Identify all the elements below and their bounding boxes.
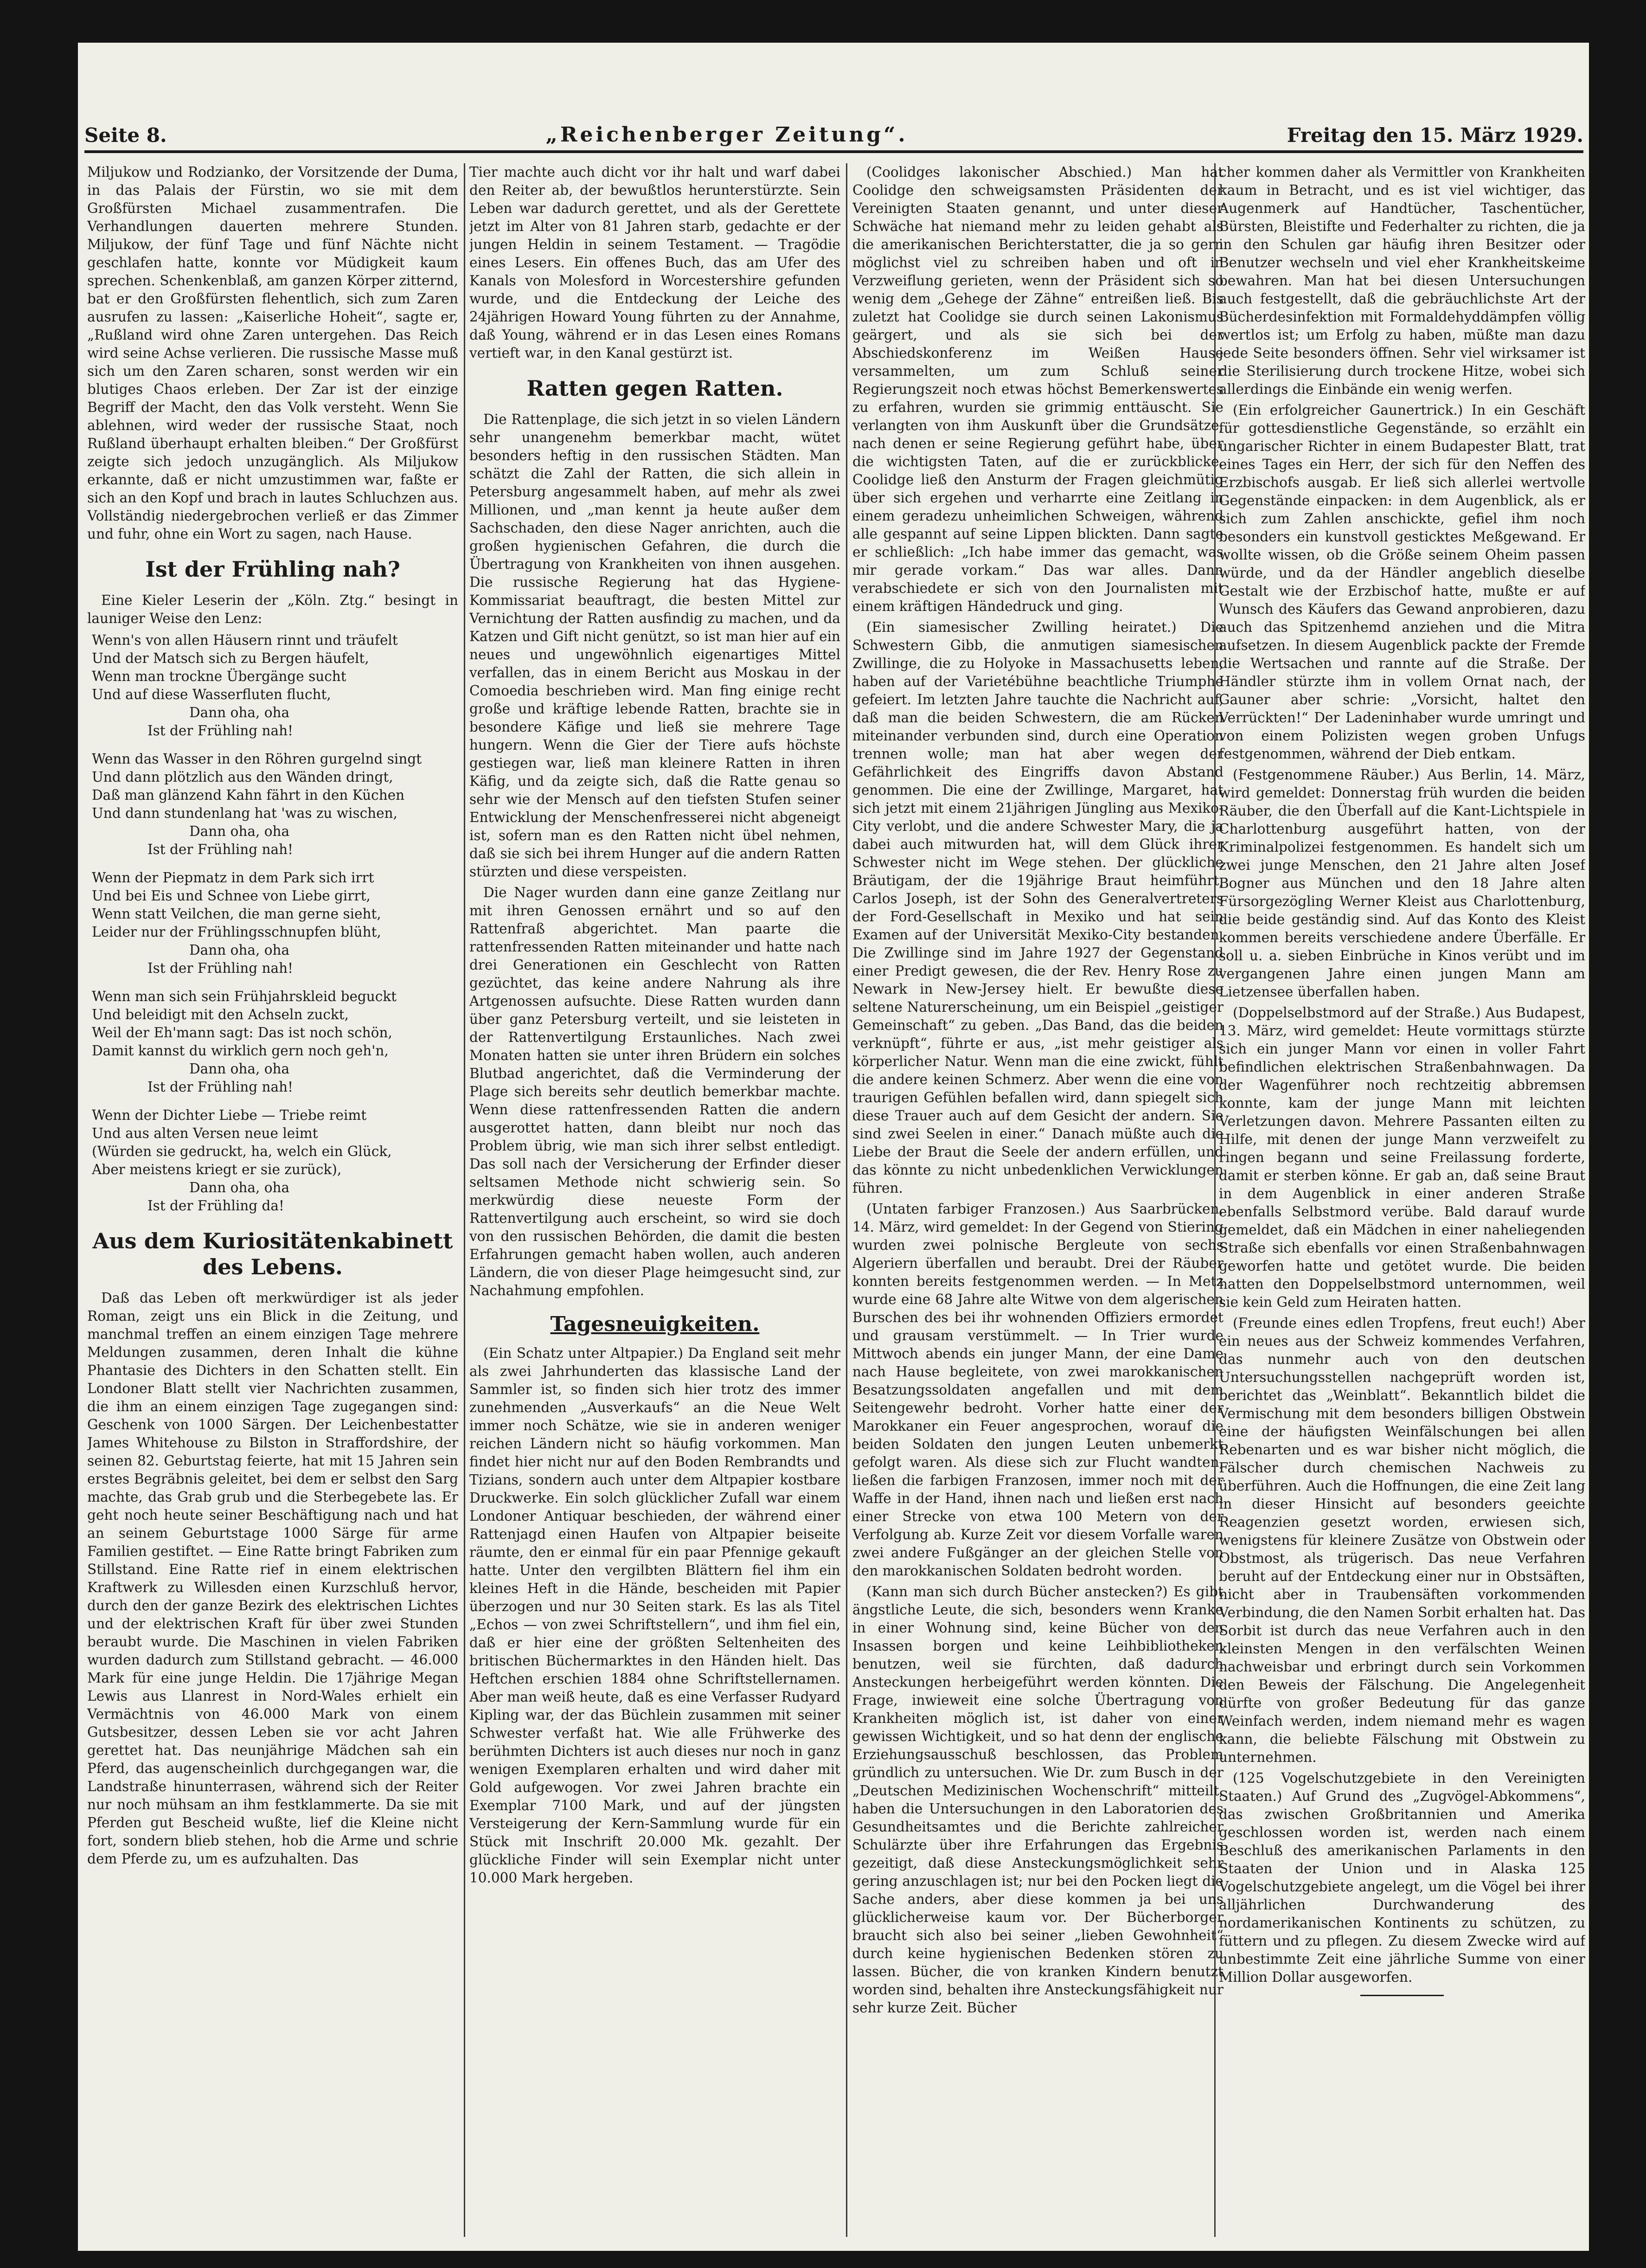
news-item: (Ein erfolgreicher Gaunertrick.) In ein Geschäft für gottesdienstliche Gegenstände, so erzählt ein ungarischer Richter in einem Budapester Blatt, trat eines Tages ein Herr, der sich für den Neffen des Erzbischofs ausgab. Er ließ sich allerlei wertvolle Gegenstände einpacken: in dem Augenblick, als er sich zum Zahlen anschickte, gefiel ihm noch besonders ein kunstvoll gesticktes Meßgewand. Er wollte wissen, ob die Größe seinem Oheim passen würde, und da der Händler angeblich dieselbe Gestalt wie der Erzbischof hatte, mußte er auf Wunsch des Käufers das Gewand anprobieren, dazu auch das Spitzenhemd anziehen und die Mitra aufsetzen. In diesem Augenblick packte der Fremde die Wertsachen und rannte auf die Straße. Der Händler stürzte ihm in vollem Ornat nach, der Gauner aber schrie: „Vorsicht, haltet den Verrückten!“ Der Ladeninhaber wurde umringt und von einem Polizisten wegen groben Unfugs festgenommen, während der Dieb entkam. [1219, 402, 1585, 762]
column-3 [852, 163, 1223, 2237]
poem-refrain: Ist der Frühling nah! [147, 842, 293, 857]
poem-refrain: Ist der Frühling nah! [147, 960, 293, 976]
headline-tagesneuigkeiten: Tagesneuigkeiten. [550, 1312, 760, 1336]
poem-stanza [87, 750, 458, 859]
article-body: Die Nager wurden dann eine ganze Zeitlang nur mit ihren Genossen ernährt und so auf den Rattenfraß abgerichtet. Man paarte die rattenfressenden Ratten miteinander und hatte nach drei Generationen ein Geschlecht von Ratten gezüchtet, das keine andere Nahrung als ihre Artgenossen aufsuchte. Diese Ratten wurden dann über ganz Petersburg verteilt, und sie leisteten in der Rattenvertilgung Erstaunliches. Nach zwei Monaten hatten sie unter ihren Brüdern ein solches Blutbad angerichtet, daß die Verminderung der Plage sich bereits sehr deutlich bemerkbar machte. Wenn diese rattenfressenden Ratten die andern ausgerottet hatten, dann bleibt nur noch das Problem übrig, wie man sich ihrer selbst entledigt. Das soll nach der Versicherung der Erfinder dieser seltsamen Methode nicht schwierig sein. So merkwürdig diese neueste Form der Rattenvertilgung auch erscheint, so wird sie doch von den russischen Behörden, die damit die besten Erfahrungen gemacht haben wollen, auch anderen Ländern, die von dieser Plage heimgesucht sind, zur Nachahmung empfohlen. [469, 885, 840, 1298]
news-item: (125 Vogelschutzgebiete in den Vereinigten Staaten.) Auf Grund des „Zugvögel-Abkommens“, das zwischen Großbritannien und Amerika geschlossen worden ist, werden nach einem Beschluß des amerikanischen Parlaments in den Staaten der Union und in Alaska 125 Vogelschutzgebiete angelegt, um die Vögel bei ihrer alljährlichen Durchwanderung des nordamerikanischen Kontinents zu schützen, zu füttern und zu pflegen. Zu diesem Zwecke wird auf unbestimmte Zeit eine jährliche Summe von einer Million Dollar ausgeworfen. [1219, 1770, 1585, 1985]
article-continuation: cher kommen daher als Vermittler von Krankheiten kaum in Betracht, und es ist viel wichtiger, das Augenmerk auf Handtücher, Taschentücher, Bürsten, Bleistifte und Federhalter zu richten, die ja in den Schulen gar häufig ihren Besitzer oder Benutzer wechseln und viel eher Krankheitskeime bewahren. Man hat bei diesen Untersuchungen auch festgestellt, daß die gebräuchlichste Art der Bücherdesinfektion mit Formaldehyddämpfen völlig wertlos ist; um Erfolg zu haben, müßte man dazu jede Seite besonders öffnen. Sehr viel wirksamer ist die Sterilisierung durch trockene Hitze, wobei sich allerdings die Einbände ein wenig werfen. [1219, 164, 1585, 397]
poem-line: Leider nur der Frühlingsschnupfen blüht, [92, 924, 381, 940]
spring-poem [87, 631, 458, 1215]
newspaper-title: „Reichenberger Zeitung“. [545, 123, 908, 147]
poem-stanza [87, 1106, 458, 1215]
poem-line: Und beleidigt mit den Achseln zuckt, [92, 1007, 349, 1022]
poem-refrain: Dann oha, oha [189, 1180, 290, 1195]
column-4 [1219, 163, 1585, 2237]
news-item: (Festgenommene Räuber.) Aus Berlin, 14. März, wird gemeldet: Donnerstag früh wurden die beiden Räuber, die den Überfall auf die Kant-Lichtspiele in Charlottenburg ausgeführt hatten, von der Kriminalpolizei festgenommen. Es handelt sich um zwei junge Menschen, den 21 Jahre alten Josef Bogner aus München und den 18 Jahre alten Fürsorgezögling Werner Kleist aus Charlottenburg, die beide geständig sind. Auf das Konto des Kleist kommen bereits verschiedene andere Überfälle. Er soll u. a. sieben Einbrüche in Kinos verübt und im vergangenen Jahre einen jungen Mann am Lietzensee überfallen haben. [1219, 767, 1585, 1000]
poem-stanza [87, 869, 458, 977]
poem-refrain: Ist der Frühling da! [147, 1198, 284, 1214]
poem-line: Und dann plötzlich aus den Wänden dringt, [92, 769, 393, 785]
headline-spring: Ist der Frühling nah? [145, 557, 400, 582]
news-item: (Ein Schatz unter Altpapier.) Da England seit mehr als zwei Jahrhunderten das klassische Land der Sammler ist, so finden sich hier trotz des immer zunehmenden „Ausverkaufs“ an die Neue Welt immer noch Schätze, wie sie in anderen weniger reichen Ländern nicht so häufig vorkommen. Man findet hier nicht nur auf den Boden Rembrandts und Tizians, sondern auch unter dem Altpapier kostbare Druckwerke. Ein solch glücklicher Zufall war einem Londoner Antiquar beschieden, der während einer Rattenjagd einen Haufen von Altpapier beiseite räumte, den er einmal für ein paar Pfennige gekauft hatte. Unter den vergilbten Blättern fiel ihm ein kleines Heft in die Hände, bescheiden mit Papier überzogen und nur 30 Seiten stark. Es las als Titel „Echos — von zwei Schriftstellern“, und ihm fiel ein, daß er hier eine der größten Seltenheiten des britischen Büchermarktes in den Händen hielt. Das Heftchen erschien 1884 ohne Schriftstellernamen. Aber man weiß heute, daß es eine Verfasser Rudyard Kipling war, der das Büchlein zusammen mit seiner Schwester verfaßt hat. Wie alle Frühwerke des berühmten Dichters ist auch dieses nur noch in ganz wenigen Exemplaren erhalten und wird daher mit Gold aufgewogen. Vor zwei Jahren brachte ein Exemplar 7100 Mark, und auf der jüngsten Versteigerung der Kern-Sammlung wurde für ein Stück mit Inschrift 20.000 Mk. gezahlt. Der glückliche Finder will sein Exemplar nicht unter 10.000 Mark hergeben. [469, 1345, 840, 1886]
column-1 [87, 163, 458, 2237]
column-2 [469, 163, 840, 2237]
news-item: (Ein siamesischer Zwilling heiratet.) Die Schwestern Gibb, die anmutigen siamesischen Zwillinge, die zu Holyoke in Massachusetts leben, haben auf der Varietébühne beachtliche Triumphe gefeiert. Im letzten Jahre tauchte die Nachricht auf, daß man die beiden Schwestern, die am Rücken miteinander verbunden sind, durch eine Operation trennen wolle; man hat aber wegen der Gefährlichkeit des Eingriffs davon Abstand genommen. Die eine der Zwillinge, Margaret, hat sich jetzt mit einem 21jährigen Jüngling aus Mexiko-City verlobt, und die andere Schwester Mary, die ja dabei auch mitwurden hat, will dem Glück ihrer Schwester nicht im Wege stehen. Der glückliche Bräutigam, der die 19jährige Braut heimführt, Carlos Joseph, ist der Sohn des Generalvertreters der Ford-Gesellschaft in Mexiko und hat sein Examen auf der Universität Mexiko-City bestanden. Die Zwillinge sind im Jahre 1927 der Gegenstand einer Predigt gewesen, die der Rev. Henry Rose zu Newark in New-Jersey hielt. Er bewußte diese seltene Naturerscheinung, um ein Beispiel „geistiger Gemeinschaft“ zu geben. „Das Band, das die beiden verknüpft“, führte er aus, „ist mehr geistiger als körperlicher Natur. Wenn man die eine zwickt, fühlt die andere keinen Schmerz. Aber wenn die eine von traurigen Gefühlen befallen wird, dann spiegelt sich diese Trauer auch auf dem Gesicht der andern. Sie sind zwei Seelen in einer.“ Danach müßte auch die Liebe der Braut die Seele der andern erfüllen, und das könnte zu nicht unbedenklichen Verwicklungen führen. [852, 619, 1223, 1196]
poem-line: Und aus alten Versen neue leimt [92, 1125, 318, 1141]
article-body: Daß das Leben oft merkwürdiger ist als jeder Roman, zeigt uns ein Blick in die Zeitung, und manchmal treffen an einem einzigen Tage mehrere Meldungen zusammen, deren Inhalt die kühne Phantasie des Dichters in den Schatten stellt. Ein Londoner Blatt stellt vier Nachrichten zusammen, die ihm an einem einzigen Tage zugegangen sind: Geschenk von 1000 Särgen. Der Leichenbestatter James Whitehouse zu Bilston in Straffordshire, der seinen 82. Geburtstag feierte, hat mit 15 Jahren sein erstes Begräbnis geleitet, bei dem er selbst den Sarg machte, das Grab grub und die Sterbegebete las. Er geht noch heute seiner Beschäftigung nach und hat an seinem Geburtstage 1000 Särge für arme Familien gestiftet. — Eine Ratte bringt Fabriken zum Stillstand. Eine Ratte rief in einem elektrischen Kraftwerk zu Willesden einen Kurzschluß hervor, durch den der ganze Bezirk des elektrischen Lichtes und der elektrischen Kraft für über zwei Stunden beraubt wurde. Die Maschinen in vielen Fabriken wurden dadurch zum Stillstand gebracht. — 46.000 Mark für eine junge Heldin. Die 17jährige Megan Lewis aus Llanrest in Nord-Wales erhielt ein Vermächtnis von 46.000 Mark von einem Gutsbesitzer, dessen Leben sie vor acht Jahren gerettet hat. Das neunjährige Mädchen sah ein Pferd, das augenscheinlich durchgegangen war, die Landstraße hinunterrasen, während sich der Reiter nur noch mühsam an ihm festklammerte. Da sie mit Pferden gut Bescheid wußte, lief die Kleine nicht fort, sondern blieb stehen, hob die Arme und schrie dem Pferde zu, um es aufzuhalten. Das [87, 1290, 458, 1867]
spring-intro: Eine Kieler Leserin der „Köln. Ztg.“ besingt in launiger Weise den Lenz: [87, 592, 458, 626]
headline-ratten: Ratten gegen Ratten. [526, 376, 783, 401]
poem-line: (Würden sie gedruckt, ha, welch ein Glück, [92, 1144, 392, 1159]
article-continuation: Tier machte auch dicht vor ihr halt und warf dabei den Reiter ab, der bewußtlos herunterstürzte. Sein Leben war dadurch gerettet, und als der Gerettete jetzt im Alter von 81 Jahren starb, gedachte er der jungen Heldin in seinem Testament. — Tragödie eines Lesers. Ein offenes Buch, das am Ufer des Kanals von Molesford in Worcestershire gefunden wurde, und die Entdeckung der Leiche des 24jährigen Howard Young führten zu der Annahme, daß Young, während er in das Lesen eines Romans vertieft war, in den Kanal gestürzt ist. [469, 164, 840, 361]
poem-stanza [87, 631, 458, 740]
poem-line: Weil der Eh'mann sagt: Das ist noch schön, [92, 1025, 392, 1041]
page-number: Seite 8. [84, 124, 167, 147]
column-divider [464, 163, 465, 2237]
article-body: Die Rattenplage, die sich jetzt in so vielen Ländern sehr unangenehm bemerkbar macht, wütet besonders heftig in den russischen Städten. Man schätzt die Zahl der Ratten, die sich allein in Petersburg angesammelt haben, auf mehr als zwei Millionen, und „man kennt ja heute außer dem Sachschaden, den diese Nager anrichten, auch die großen hygienischen Gefahren, die durch die Übertragung von Krankheiten von ihnen ausgehen. Die russische Regierung hat das Hygiene-Kommissariat beauftragt, die besten Mittel zur Vernichtung der Ratten ausfindig zu machen, und da Katzen und Gift nicht genützt, so ist man hier auf ein neues und ungewöhnlich eigenartiges Mittel verfallen, das in einem Bericht aus Moskau in der Comoedia beschrieben wird. Man fing einige recht große und kräftige lebende Ratten, brachte sie in besondere Käfige und ließ sie mehrere Tage hungern. Wenn die Gier der Tiere aufs höchste gestiegen war, ließ man kleinere Ratten in ihren Käfig, und da zeigte sich, daß die Ratte genau so sehr wie der Mensch auf den tiefsten Stufen seiner Entwicklung der Menschenfresserei nicht abgeneigt ist, sofern man es den Ratten nicht übel nehmen, daß sie sich bei ihrem Hunger auf die andern Ratten stürzten und diese verspeisten. [469, 411, 840, 880]
poem-line: Aber meistens kriegt er sie zurück), [92, 1162, 342, 1177]
page-header [84, 111, 1583, 147]
newspaper-page [78, 43, 1589, 2251]
poem-refrain: Dann oha, oha [189, 1061, 290, 1077]
news-item: (Kann man sich durch Bücher anstecken?) Es gibt ängstliche Leute, die sich, besonders wenn Kranke in einer Wohnung sind, keine Bücher von den Insassen borgen und keine Leihbibliotheken benutzen, weil sie fürchten, daß dadurch Ansteckungen herbeigeführt werden könnten. Die Frage, inwieweit eine solche Übertragung von Krankheiten möglich ist, ist daher von einer gewissen Wichtigkeit, und so hat denn der englische Erziehungsausschuß beschlossen, das Problem gründlich zu untersuchen. Wie Dr. zum Busch in der „Deutschen Medizinischen Wochenschrift“ mitteilt, haben die Untersuchungen in den Laboratorien des Gesundheitsamtes und die Berichte zahlreicher Schulärzte über ihre Erfahrungen das Ergebnis gezeitigt, daß diese Ansteckungsmöglichkeit sehr gering anzuschlagen ist; nur bei den Pocken liegt die Sache anders, aber diese kommen ja bei uns glücklicherweise kaum vor. Der Bücherborger braucht sich also bei seiner „lieben Gewohnheit“ durch keine hygienischen Bedenken stören zu lassen. Bücher, die von kranken Kindern benutzt worden sind, behalten ihre Ansteckungsfähigkeit nur sehr kurze Zeit. Bücher [852, 1584, 1223, 2016]
poem-line: Wenn der Piepmatz in dem Park sich irrt [92, 870, 374, 886]
news-item: (Untaten farbiger Franzosen.) Aus Saarbrücken, 14. März, wird gemeldet: In der Gegend von Stiering wurden zwei polnische Bergleute von sechs Algeriern überfallen und beraubt. Drei der Räuber konnten bereits festgenommen werden. — In Metz wurde eine 68 Jahre alte Witwe von dem algerischen Burschen des bei ihr wohnenden Offiziers ermordet und grausam verstümmelt. — In Trier wurde Mittwoch abends ein junger Mann, der eine Dame nach Hause begleitete, von zwei marokkanischen Besatzungssoldaten angefallen und mit dem Seitengewehr bedroht. Vorher hatte einer der Marokkaner ein Feuer angesprochen, worauf die beiden Soldaten den jungen Leuten unbemerkt gefolgt waren. Als diese sich zur Flucht wandten, ließen die farbigen Franzosen, immer noch mit der Waffe in der Hand, ihnen nach und ließen erst nach einer Strecke von etwa 100 Metern von der Verfolgung ab. Kurze Zeit vor diesem Vorfalle waren zwei andere Fußgänger an der gleichen Stelle von den marokkanischen Soldaten bedroht worden. [852, 1201, 1223, 1579]
poem-line: Und bei Eis und Schnee von Liebe girrt, [92, 888, 371, 904]
news-item: (Doppelselbstmord auf der Straße.) Aus Budapest, 13. März, wird gemeldet: Heute vormittags stürzte sich ein junger Mann vor einen in voller Fahrt befindlichen elektrischen Straßenbahnwagen. Da der Wagenführer noch rechtzeitig abbremsen konnte, kam der junge Mann mit leichten Verletzungen davon. Mehrere Passanten eilten zu Hilfe, mit denen der junge Mann verzweifelt zu ringen begann und seine Freilassung forderte, damit er sterben könne. Er gab an, daß seine Braut in dem Augenblick in einer anderen Straße ebenfalls Selbstmord verübe. Bald darauf wurde gemeldet, daß ein Mädchen in einer naheliegenden Straße sich ebenfalls vor einen Straßenbahnwagen geworfen hatte und getötet wurde. Die beiden hatten den Doppelselbstmord unternommen, weil sie kein Geld zum Heiraten hatten. [1219, 1005, 1585, 1310]
end-rule [1360, 1995, 1444, 1996]
poem-line: Damit kannst du wirklich gern noch geh'n, [92, 1043, 389, 1059]
poem-stanza [87, 988, 458, 1096]
news-item: (Coolidges lakonischer Abschied.) Man hat Coolidge den schweigsamsten Präsidenten der Vereinigten Staaten genannt, und unter dieser Schwäche hat niemand mehr zu leiden gehabt als die amerikanischen Berichterstatter, die ja so gern möglichst viel zu schreiben haben und oft in Verzweiflung gerieten, wenn der Präsident sich so wenig dem „Gehege der Zähne“ entreißen ließ. Bis zuletzt hat Coolidge sie durch seinen Lakonismus geärgert, und als sie sich bei der Abschiedskonferenz im Weißen Hause versammelten, um zum Schluß seiner Regierungszeit noch etwas höchst Bemerkenswertes zu erfahren, wurden sie grimmig enttäuscht. Sie verlangten von ihm Auskunft über die Grundsätze, nach denen er seine Regierung geführt habe, über die wichtigsten Taten, auf die er zurückblicke. Coolidge ließ den Ansturm der Fragen gleichmütig über sich ergehen und verharrte eine Zeitlang in einem geradezu unheimlichen Schweigen, während alle gespannt auf seine Lippen blickten. Dann sagte er schließlich: „Ich habe immer das gemacht, was mir gerade vorkam.“ Das war alles. Dann verabschiedete er sich von den Journalisten mit einem kräftigen Händedruck und ging. [852, 164, 1223, 614]
poem-line: Wenn statt Veilchen, die man gerne sieht, [92, 906, 381, 922]
poem-line: Wenn man sich sein Frühjahrskleid beguckt [92, 989, 397, 1004]
news-item: (Freunde eines edlen Tropfens, freut euch!) Aber ein neues aus der Schweiz kommendes Verfahren, das nunmehr auch von den deutschen Untersuchungsstellen nachgeprüft worden ist, berichtet das „Weinblatt“. Bekanntlich bildet die Vermischung mit dem besonders billigen Obstwein eine der häufigsten Weinfälschungen bei allen Rebenarten und es war bisher nicht möglich, die Fälscher durch chemischen Nachweis zu überführen. Auch die Hoffnungen, die eine Zeit lang in dieser Hinsicht auf besonders geeichte Reagenzien gesetzt worden, erwiesen sich, wenigstens für kleinere Zusätze von Obstwein oder Obstmost, als trügerisch. Das neue Verfahren beruht auf der Entdeckung einer nur in Obstsäften, nicht aber in Traubensäften vorkommenden Verbindung, die den Namen Sorbit erhalten hat. Das Sorbit ist durch das neue Verfahren auch in den kleinsten Mengen in den verfälschten Weinen nachweisbar und erbringt durch sein Vorkommen den Beweis der Fälschung. Die Angelegenheit dürfte von großer Bedeutung für das ganze Weinfach werden, indem niemand mehr es wagen kann, die beliebte Fälschung mit Obstwein zu unternehmen. [1219, 1315, 1585, 1765]
poem-line: Und auf diese Wasserfluten flucht, [92, 687, 331, 702]
headline-kuriositaeten: Aus dem Kuriositätenkabinett des Lebens. [92, 1228, 453, 1279]
article-continuation: Miljukow und Rodzianko, der Vorsitzende der Duma, in das Palais der Fürstin, wo sie mit dem Großfürsten Michael zusammentrafen. Die Verhandlungen dauerten mehrere Stunden. Miljukow, der fünf Tage und fünf Nächte nicht geschlafen hatte, konnte vor Müdigkeit kaum sprechen. Schenkenblaß, am ganzen Körper zitternd, bat er den Großfürsten flehentlich, sich zum Zaren ausrufen zu lassen: „Kaiserliche Hoheit“, sagte er, „Rußland wird ohne Zaren untergehen. Das Reich wird seine Achse verlieren. Die russische Masse muß sich um den Zaren scharen, sonst werden wir ein blutiges Chaos erleben. Der Zar ist der einzige Begriff der Macht, den das Volk versteht. Wenn Sie ablehnen, wird weder der russische Staat, noch Rußland überhaupt erhalten bleiben.“ Der Großfürst zeigte sich jedoch unzugänglich. Als Miljukow erkannte, daß er nicht umzustimmen war, faßte er sich an den Kopf und brach in lautes Schluchzen aus. Vollständig niedergebrochen verließ er das Zimmer und fuhr, ohne ein Wort zu sagen, nach Hause. [87, 164, 458, 542]
header-rule [84, 150, 1583, 153]
poem-line: Daß man glänzend Kahn fährt in den Küchen [92, 787, 405, 803]
poem-refrain: Dann oha, oha [189, 942, 290, 958]
poem-refrain: Ist der Frühling nah! [147, 723, 293, 739]
poem-refrain: Dann oha, oha [189, 823, 290, 839]
column-divider [846, 163, 847, 2237]
poem-line: Und der Matsch sich zu Bergen häufelt, [92, 650, 369, 666]
poem-line: Und dann stundenlang hat 'was zu wischen, [92, 805, 397, 821]
poem-line: Wenn man trockne Übergänge sucht [92, 668, 346, 684]
poem-line: Wenn das Wasser in den Röhren gurgelnd singt [92, 751, 422, 767]
poem-refrain: Dann oha, oha [189, 705, 290, 720]
issue-date: Freitag den 15. März 1929. [1287, 124, 1583, 147]
poem-refrain: Ist der Frühling nah! [147, 1079, 293, 1095]
poem-line: Wenn der Dichter Liebe — Triebe reimt [92, 1107, 367, 1123]
poem-line: Wenn's von allen Häusern rinnt und träufelt [92, 632, 398, 648]
